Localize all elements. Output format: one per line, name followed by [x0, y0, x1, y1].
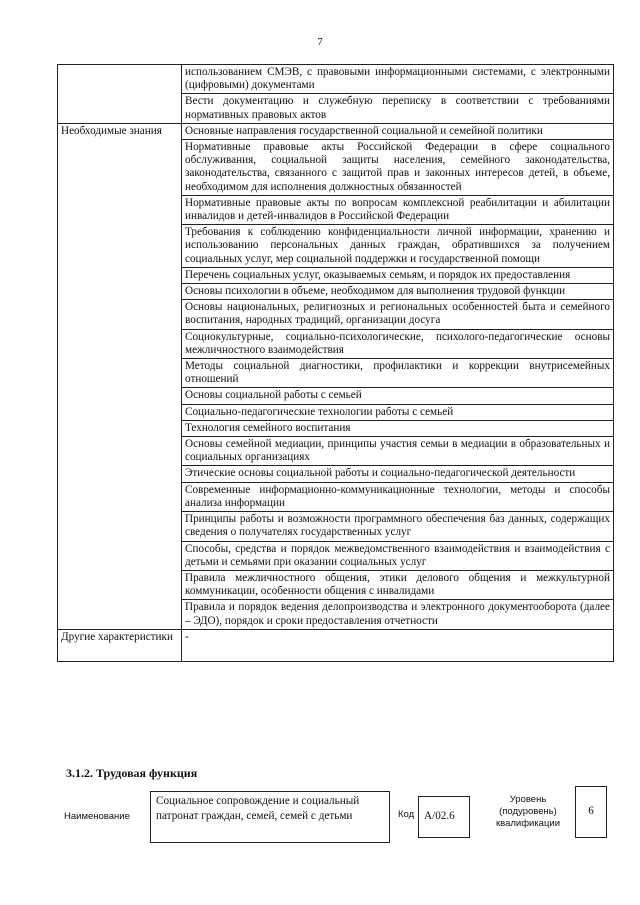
other-characteristics-value: -: [182, 629, 614, 661]
knowledge-item: Нормативные правовые акты по вопросам комплексной реабилитации и абилитации инвалидов и детей-инвалидов в Российской Федерации: [182, 195, 614, 224]
knowledge-item: Технология семейного воспитания: [182, 420, 614, 436]
skill-item: Вести документацию и служебную переписку в соответствии с требованиями нормативных правовых актов: [182, 94, 614, 123]
name-value-box: Социальное сопровождение и социальный патронат граждан, семей, семей с детьми: [150, 791, 390, 843]
knowledge-item: Социокультурные, социально-психологические, психолого-педагогические основы межличностного взаимодействия: [182, 329, 614, 358]
knowledge-item: Основные направления государственной социальной и семейной политики: [182, 123, 614, 139]
knowledge-item: Требования к соблюдению конфиденциальности личной информации, хранению и использованию персональных данных граждан, обратившихся за получением социальных услуг, мер социальной поддержки и государственной помощи: [182, 225, 614, 268]
skills-knowledge-table: [57, 64, 614, 662]
level-value-box: 6: [575, 786, 607, 838]
knowledge-item: Принципы работы и возможности программного обеспечения баз данных, содержащих сведения о получателях государственных услуг: [182, 512, 614, 541]
knowledge-item: Социально-педагогические технологии работы с семьей: [182, 404, 614, 420]
knowledge-item: Правила и порядок ведения делопроизводства и электронного документооборота (далее – ЭДО), порядок и сроки предоставления отчетности: [182, 600, 614, 629]
table-row: [58, 629, 614, 661]
other-characteristics-label: Другие характеристики: [58, 629, 182, 661]
table-row: [58, 123, 614, 139]
skill-item: использованием СМЭВ, с правовыми информационными системами, с электронными (цифровыми) документами: [182, 65, 614, 94]
level-label: Уровень (подуровень) квалификации: [495, 794, 561, 829]
knowledge-item: Основы национальных, религиозных и региональных особенностей быта и семейного воспитания, народных традиций, организации досуга: [182, 300, 614, 329]
knowledge-item: Этические основы социальной работы и социально-педагогической деятельности: [182, 466, 614, 482]
knowledge-item: Основы социальной работы с семьей: [182, 388, 614, 404]
knowledge-item: Основы семейной медиации, принципы участия семьи в медиации в образовательных и социальных организациях: [182, 437, 614, 466]
knowledge-item: Нормативные правовые акты Российской Федерации в сфере социального обслуживания, социальной защиты населения, семейного законодательства, законодательства, связанного с защитой прав и законных интересов детей, в объеме, необходимом для исполнения должностных обязанностей: [182, 140, 614, 196]
knowledge-item: Основы психологии в объеме, необходимом для выполнения трудовой функции: [182, 284, 614, 300]
code-label: Код: [398, 809, 415, 820]
page-number: 7: [317, 36, 323, 48]
table-row: [58, 65, 614, 94]
skills-label-cell: [58, 65, 182, 124]
code-value-box: А/02.6: [418, 796, 470, 838]
knowledge-label: Необходимые знания: [58, 123, 182, 629]
knowledge-item: Правила межличностного общения, этики делового общения и межкультурной коммуникации, особенности общения с инвалидами: [182, 570, 614, 599]
section-title: 3.1.2. Трудовая функция: [66, 766, 198, 780]
knowledge-item: Перечень социальных услуг, оказываемых семьям, и порядок их предоставления: [182, 267, 614, 283]
knowledge-item: Методы социальной диагностики, профилактики и коррекции внутрисемейных отношений: [182, 359, 614, 388]
knowledge-item: Способы, средства и порядок межведомственного взаимодействия и взаимодействия с детьми и семьями при оказании социальных услуг: [182, 541, 614, 570]
name-label: Наименование: [64, 811, 130, 822]
knowledge-item: Современные информационно-коммуникационные технологии, методы и способы анализа информации: [182, 482, 614, 511]
